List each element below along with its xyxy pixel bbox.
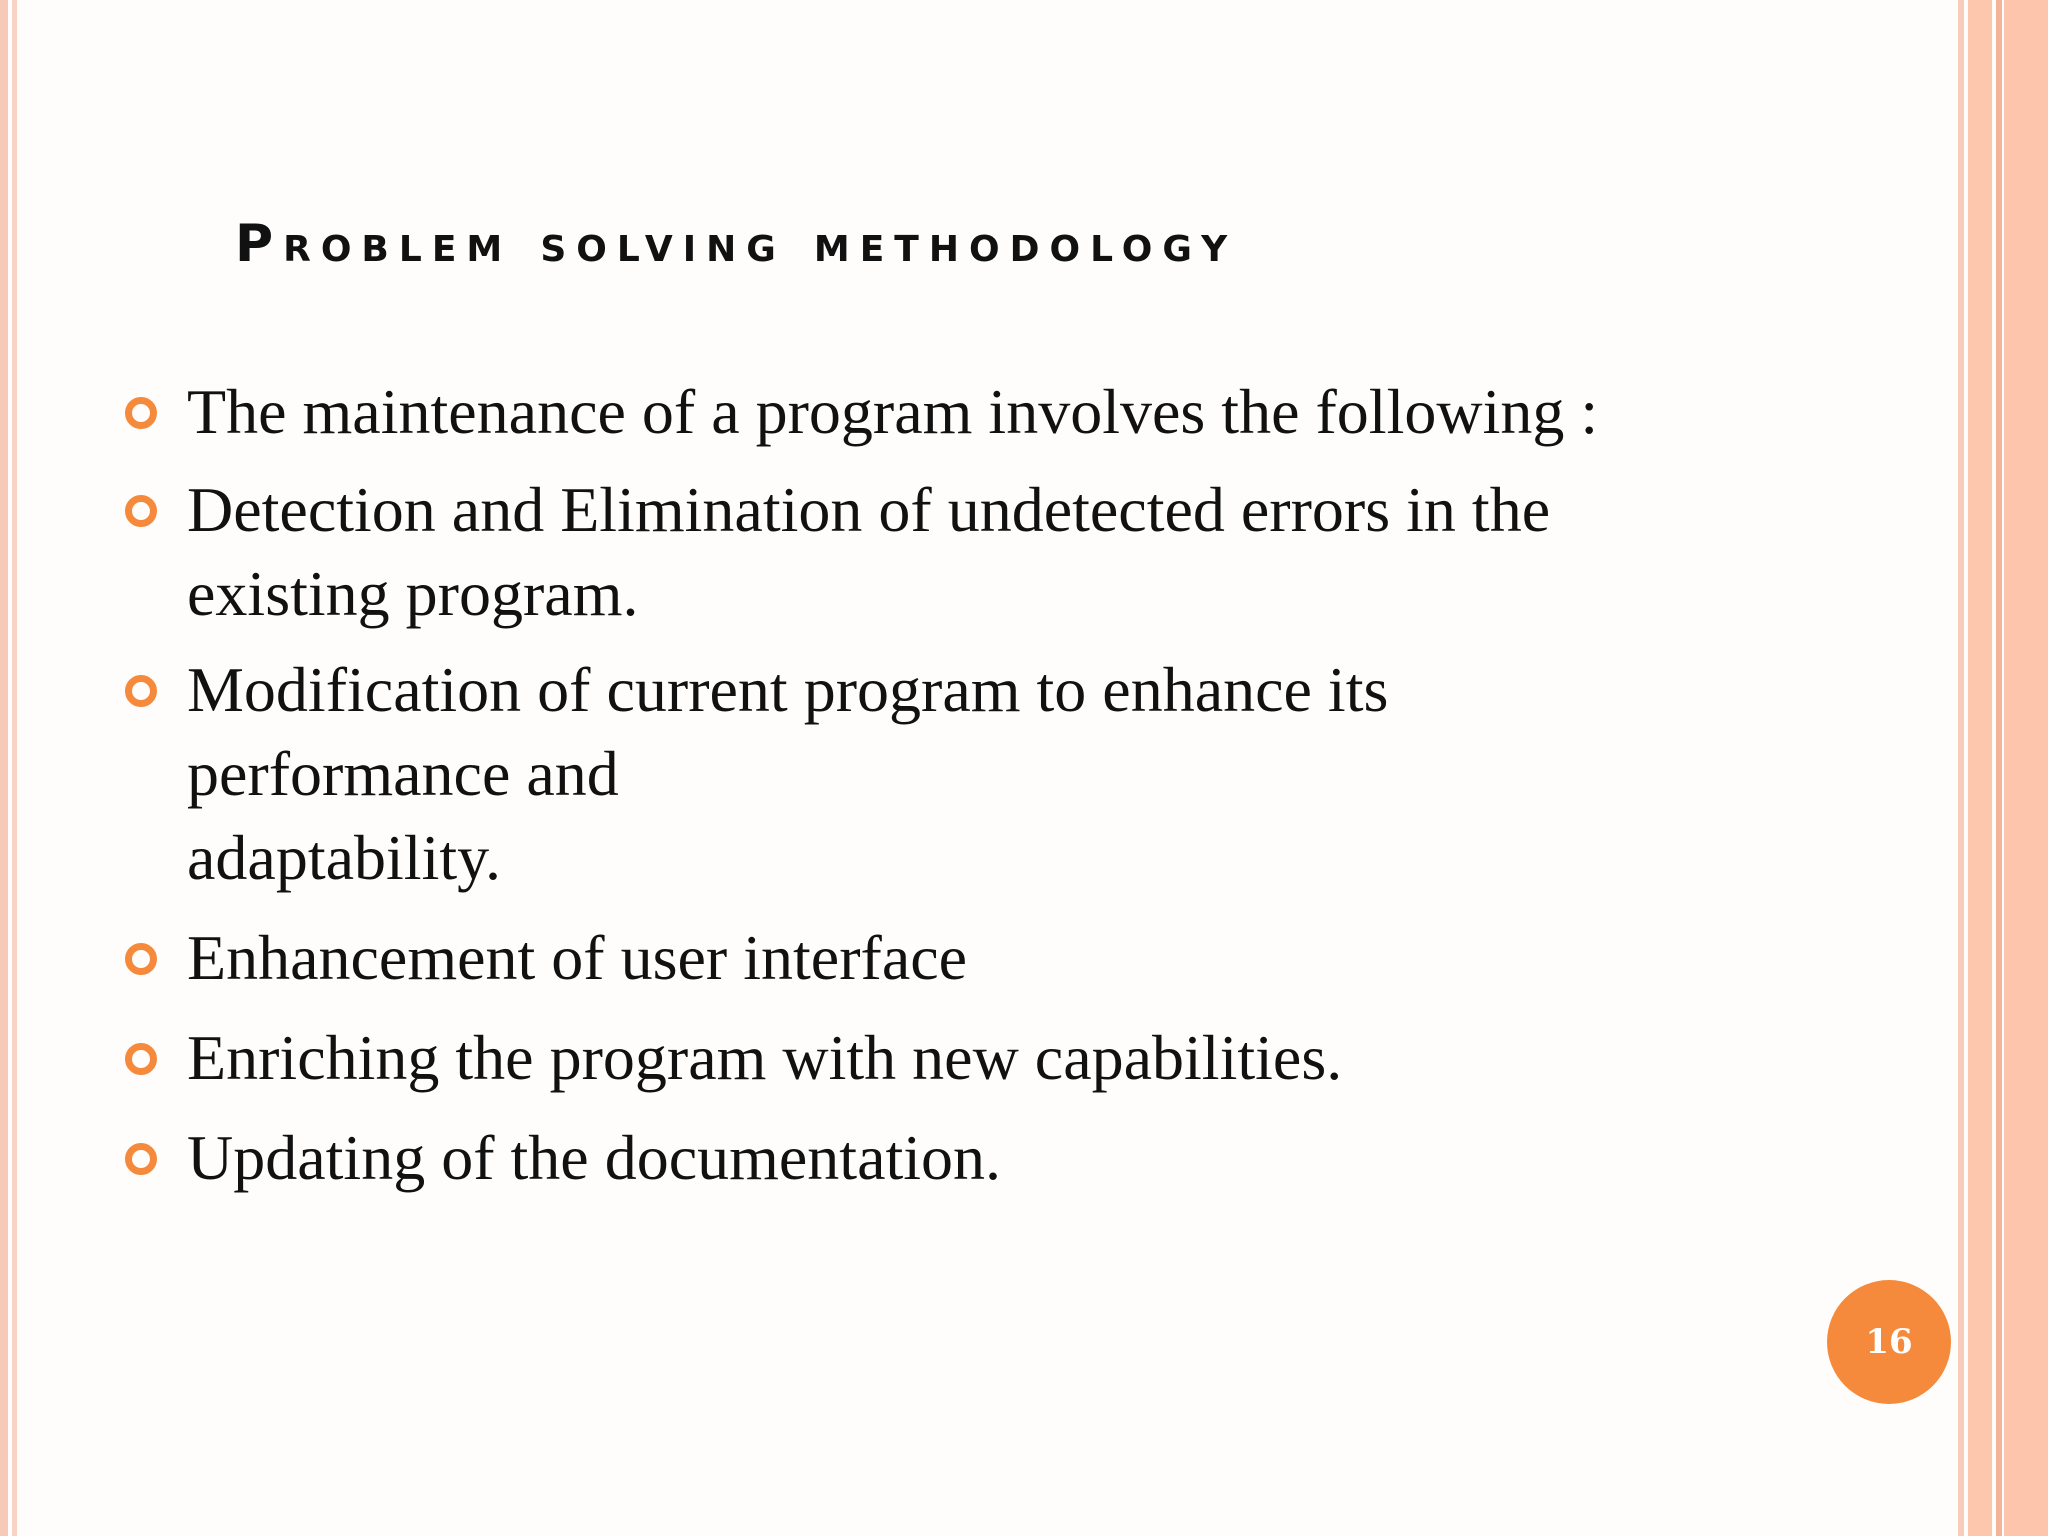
bullet-line: Detection and Elimination of undetected errors in the	[187, 474, 1551, 545]
bullet-line: performance and	[187, 738, 619, 809]
bullet-line: Updating of the documentation.	[187, 1122, 1002, 1193]
left-border-stripe	[0, 0, 8, 1536]
right-border-stripe-outer	[2004, 0, 2048, 1536]
bullet-line: adaptability.	[187, 822, 501, 893]
bullet-circle-icon	[125, 495, 157, 527]
bullet-text	[187, 468, 1550, 636]
bullet-text	[187, 1016, 1342, 1100]
bullet-circle-icon	[125, 397, 157, 429]
bullet-text	[187, 916, 967, 1000]
right-border-stripe	[1968, 0, 1992, 1536]
bullet-circle-icon	[125, 943, 157, 975]
bullet-text	[187, 1116, 1001, 1200]
right-border-stripe-dark	[1996, 0, 2002, 1536]
slide-title: Problem solving methodology	[235, 214, 1238, 274]
bullet-line: Enriching the program with new capabilities.	[187, 1022, 1343, 1093]
bullet-circle-icon	[125, 1043, 157, 1075]
bullet-text	[187, 648, 1388, 900]
bullet-line: Modification of current program to enhance its	[187, 654, 1389, 725]
left-border-stripe-inner	[12, 0, 17, 1536]
bullet-line: Enhancement of user interface	[187, 922, 968, 993]
right-border-stripe-inner	[1958, 0, 1964, 1536]
bullet-line: The maintenance of a program involves the following :	[187, 376, 1599, 447]
bullet-circle-icon	[125, 1143, 157, 1175]
bullet-text	[187, 370, 1598, 454]
bullet-circle-icon	[125, 675, 157, 707]
bullet-line: existing program.	[187, 558, 639, 629]
page-number-badge: 16	[1827, 1280, 1951, 1404]
